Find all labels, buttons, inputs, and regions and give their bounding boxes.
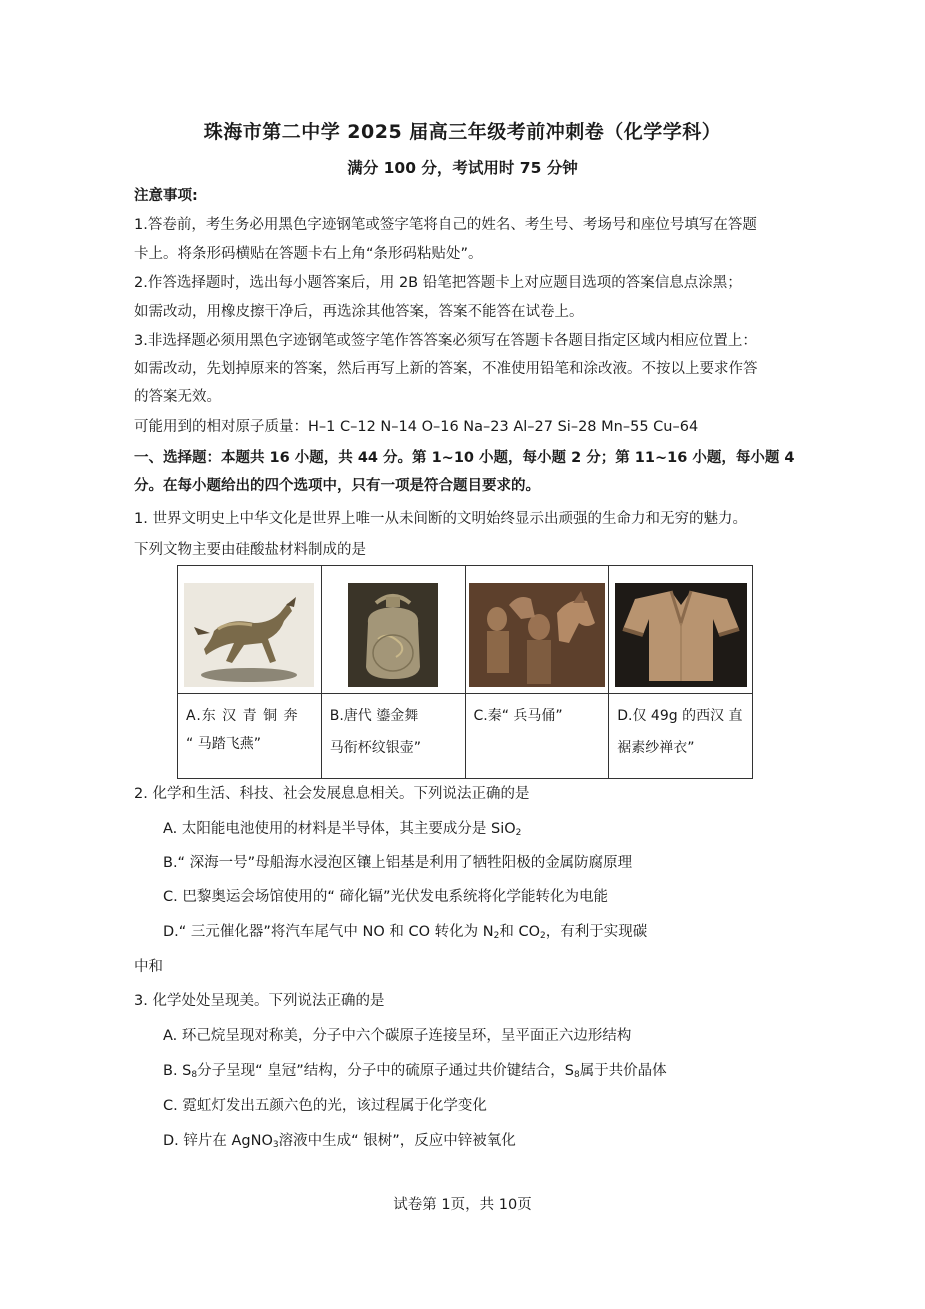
note-line: 3.非选择题必须用黑色字迹钢笔或签字笔作答答案必须写在答题卡各题目指定区域内相应位置上：: [134, 333, 757, 349]
note-line: 如需改动，先划掉原来的答案，然后再写上新的答案，不准使用铅笔和涂改液。不按以上要求作答: [134, 361, 758, 377]
note-line: 1.答卷前，考生务必用黑色字迹钢笔或签字笔将自己的姓名、考生号、考场号和座位号填写在答题: [134, 217, 757, 233]
page-title: 珠海市第二中学 2025 届高三年级考前冲刺卷（化学学科）: [203, 121, 722, 143]
note-line: 2.作答选择题时，选出每小题答案后，用 2B 铅笔把答题卡上对应题目选项的答案信息点涂黑；: [134, 275, 742, 291]
q2-stem: 2. 化学和生活、科技、社会发展息息相关。下列说法正确的是: [134, 786, 530, 802]
q1-artifacts-table: [177, 565, 753, 779]
q2-option-d-text: D.“ 三元催化器”将汽车尾气中 NO 和 CO 转化为 N: [163, 924, 494, 940]
subscript: 8: [191, 1070, 198, 1080]
q3-option-a: A. 环己烷呈现对称美，分子中六个碳原子连接呈环，呈平面正六边形结构: [163, 1028, 632, 1044]
option-c-caption: [465, 694, 609, 779]
q2-option-b: B.“ 深海一号”母船海水浸泡区镶上铝基是利用了牺牲阳极的金属防腐原理: [163, 855, 633, 871]
subscript: 8: [573, 1070, 580, 1080]
q3-option-c: C. 霓虹灯发出五颜六色的光，该过程属于化学变化: [163, 1098, 487, 1114]
q2-option-d: [163, 920, 647, 941]
q3-stem: 3. 化学处处呈现美。下列说法正确的是: [134, 993, 385, 1009]
q2-option-d-text: 和 CO: [499, 924, 540, 940]
q3-option-d: [163, 1129, 516, 1150]
note-line: 如需改动，用橡皮擦干净后，再选涂其他答案，答案不能答在试卷上。: [134, 304, 584, 320]
option-b-caption: [321, 694, 465, 779]
option-d-line2: 裾素纱禅衣”: [617, 740, 695, 756]
section-heading: 一、选择题：本题共 16 小题，共 44 分。第 1~10 小题，每小题 2 分；第 11~16 小题，每小题 4: [134, 450, 795, 466]
note-line: 卡上。将条形码横贴在答题卡右上角“条形码粘贴处”。: [134, 246, 483, 262]
option-a-line2: “ 马踏飞燕”: [186, 736, 261, 752]
bronze-horse-image: [184, 583, 314, 687]
q3-option-b-text: 属于共价晶体: [579, 1063, 667, 1079]
q2-option-d-text: ，有利于实现碳: [545, 924, 648, 940]
subscript: 2: [515, 828, 522, 838]
exam-subtitle: 满分 100 分，考试用时 75 分钟: [347, 159, 578, 177]
q3-option-d-text: 溶液中生成“ 银树”，反应中锌被氧化: [278, 1133, 516, 1149]
subscript: 3: [272, 1140, 279, 1150]
option-b-line1: B.唐代 鎏金舞: [329, 708, 419, 724]
q1-stem-cont: 下列文物主要由硅酸盐材料制成的是: [134, 542, 366, 558]
notes-heading: 注意事项:: [134, 188, 198, 204]
artifact-image-cell: [609, 566, 753, 694]
q2-option-d-cont: 中和: [134, 959, 163, 975]
subscript: 2: [493, 931, 500, 941]
page-footer: 试卷第 1页，共 10页: [393, 1197, 532, 1213]
option-a-caption: [178, 694, 322, 779]
artifact-image-cell: [321, 566, 465, 694]
silver-pot-image: [348, 583, 438, 687]
q3-option-d-text: D. 锌片在 AgNO: [163, 1133, 273, 1149]
q3-option-b-text: B. S: [163, 1063, 192, 1079]
q1-stem: 1. 世界文明史上中华文化是世界上唯一从未间断的文明始终显示出顽强的生命力和无穷的魅力。: [134, 511, 747, 527]
atomic-masses: 可能用到的相对原子质量：H–1 C–12 N–14 O–16 Na–23 Al–27 Si–28 Mn–55 Cu–64: [134, 419, 699, 435]
artifact-image-cell: [465, 566, 609, 694]
q2-option-a: [163, 817, 521, 838]
option-d-line1: D.仅 49g 的西汉 直: [617, 708, 743, 724]
terracotta-warriors-image: [469, 583, 605, 687]
option-c-line1: C.秦“ 兵马俑”: [473, 708, 563, 724]
q3-option-b: [163, 1059, 667, 1080]
q3-option-b-text: 分子呈现“ 皇冠”结构，分子中的硫原子通过共价键结合，S: [197, 1063, 574, 1079]
section-heading-cont: 分。在每小题给出的四个选项中，只有一项是符合题目要求的。: [134, 478, 540, 494]
note-line: 的答案无效。: [134, 389, 221, 405]
q2-option-c: C. 巴黎奥运会场馆使用的“ 碲化镉”光伏发电系统将化学能转化为电能: [163, 889, 608, 905]
silk-robe-image: [615, 583, 747, 687]
subscript: 2: [540, 931, 546, 941]
artifact-image-cell: [178, 566, 322, 694]
option-b-line2: 马衔杯纹银壶”: [329, 740, 422, 756]
q2-option-a-text: A. 太阳能电池使用的材料是半导体，其主要成分是 SiO: [163, 821, 516, 837]
option-d-caption: [609, 694, 753, 779]
option-a-line1: A.东 汉 青 铜 奔: [186, 708, 299, 724]
